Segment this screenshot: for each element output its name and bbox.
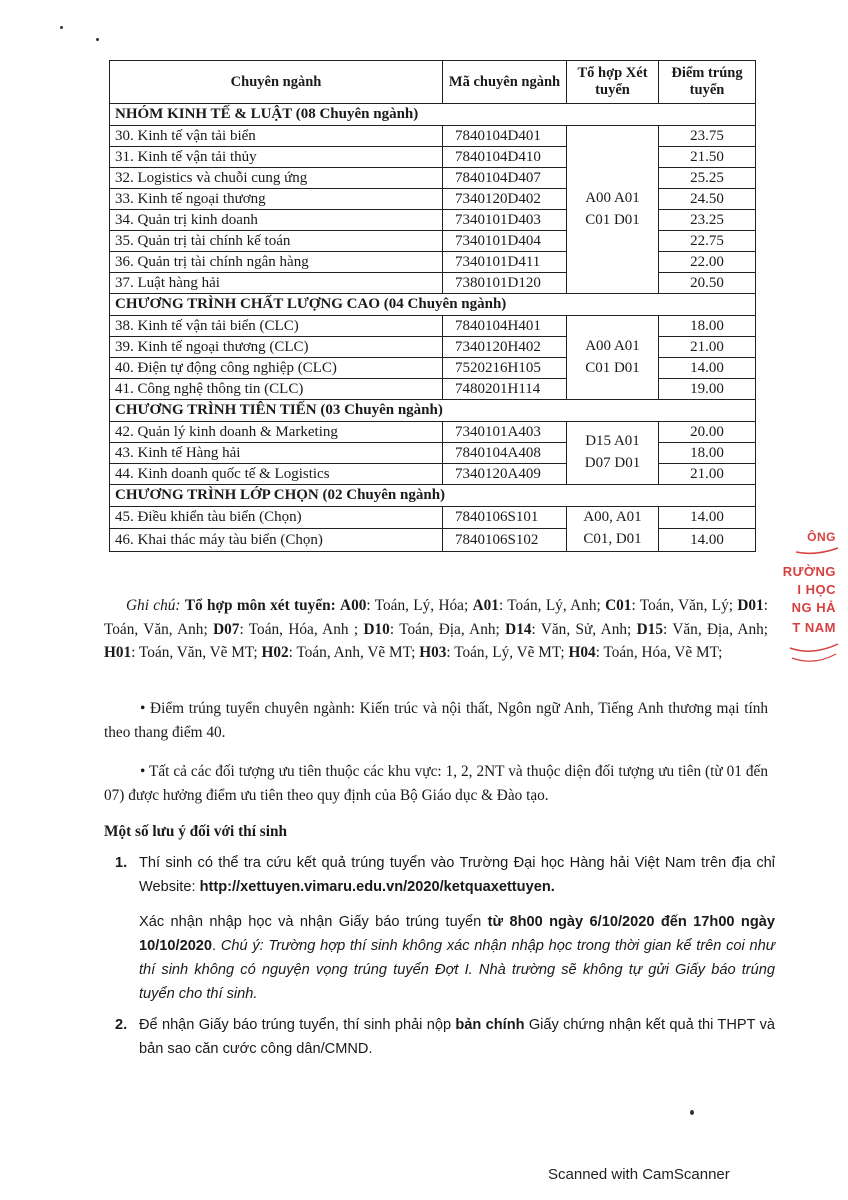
combo-code: D01 [737, 597, 764, 614]
cutoff-score: 14.00 [659, 358, 756, 379]
table-row [110, 337, 756, 358]
cutoff-score: 22.75 [659, 231, 756, 252]
bullet-score-scale: • Điểm trúng tuyển chuyên ngành: Kiến trúc và nội thất, Ngôn ngữ Anh, Tiếng Anh thương mại tính theo thang điểm 40. [104, 700, 768, 741]
cutoff-score: 18.00 [659, 316, 756, 337]
caution-text: Trường hợp thí sinh không xác nhận nhập học trong thời gian kể trên coi như thí sinh không có nguyện vọng trúng tuyển Đợt I. Nhà trường sẽ không tự gửi Giấy báo trúng tuyển cho thí sinh. [139, 938, 775, 1002]
combo-subjects: Toán, Lý, Hóa; [374, 597, 469, 614]
period: . [212, 938, 217, 954]
major-name: 36. Quản trị tài chính ngân hàng [110, 252, 443, 273]
section-title: NHÓM KINH TẾ & LUẬT (08 Chuyên ngành) [110, 104, 756, 126]
table-row [110, 422, 756, 443]
cutoff-score: 23.75 [659, 126, 756, 147]
combo-code: A00 [340, 597, 367, 614]
table-row [110, 379, 756, 400]
major-name: 39. Kinh tế ngoại thương (CLC) [110, 337, 443, 358]
admission-combo: D15 A01 D07 D01 [567, 422, 659, 485]
scan-speck [690, 1110, 694, 1115]
stamp-text: I HỌC [797, 582, 836, 597]
combo-code: D07 [213, 620, 240, 638]
combo-subjects: Toán, Địa, Anh; [399, 620, 500, 638]
combo-subjects: Toán, Hóa, Vẽ MT; [603, 644, 723, 661]
combo-subjects: Toán, Văn, Vẽ MT; [139, 644, 258, 661]
cutoff-score: 18.00 [659, 443, 756, 464]
table-row [110, 252, 756, 273]
cutoff-score: 22.00 [659, 252, 756, 273]
major-name: 40. Điện tự động công nghiệp (CLC) [110, 358, 443, 379]
major-name: 43. Kinh tế Hàng hải [110, 443, 443, 464]
header-code: Mã chuyên ngành [443, 61, 567, 104]
major-code: 7340101D411 [443, 252, 567, 273]
item-text-bold: bản chính [455, 1017, 525, 1033]
major-code: 7380101D120 [443, 273, 567, 294]
cutoff-score: 21.00 [659, 337, 756, 358]
major-code: 7340101A403 [443, 422, 567, 443]
major-code: 7840104D401 [443, 126, 567, 147]
major-name: 32. Logistics và chuỗi cung ứng [110, 168, 443, 189]
table-row [110, 316, 756, 337]
combo-code: H04 [568, 644, 596, 661]
confirmation-time: từ 8h00 ngày 6/10/2020 đến 17h00 ngày 10/10/2020 [139, 914, 775, 954]
list-item [115, 851, 775, 899]
caution-label: Chú ý: [220, 938, 264, 954]
header-major: Chuyên ngành [110, 61, 443, 104]
major-name: 35. Quản trị tài chính kế toán [110, 231, 443, 252]
note-combos: A00: Toán, Lý, Hóa; A01: Toán, Lý, Anh; C01: Toán, Văn, Lý; D01: Toán, Văn, Anh; D07: Toán, Hóa, Anh ; D10: Toán, Địa, Anh; D14: Văn, Sử, Anh; D15: Văn, Địa, Anh; H01: Toán, Văn, Vẽ MT; H02: Toán, Anh, Vẽ MT; H03: Toán, Lý, Vẽ MT; H04: Toán, Hóa, Vẽ MT; [104, 597, 769, 661]
cutoff-score: 14.00 [659, 529, 756, 551]
major-name: 37. Luật hàng hải [110, 273, 443, 294]
admission-combo: A00, A01 C01, D01 [567, 507, 659, 552]
item-text-pre: Để nhận Giấy báo trúng tuyển, thí sinh phải nộp [139, 1017, 452, 1033]
major-name: 42. Quản lý kinh doanh & Marketing [110, 422, 443, 443]
scan-speck [60, 26, 63, 29]
major-code: 7340120D402 [443, 189, 567, 210]
header-combo: Tổ hợp Xét tuyển [567, 61, 659, 104]
table-row [110, 147, 756, 168]
stamp-text: NG HẢ [791, 600, 836, 615]
combo-code: C01 [605, 597, 632, 614]
section-heading: Một số lưu ý đối với thí sinh [104, 823, 287, 840]
note-paragraph [104, 594, 768, 665]
combo-subjects: Toán, Văn, Anh; [104, 620, 208, 638]
combo-code: A01 [472, 597, 499, 614]
link-period: . [550, 879, 555, 895]
combo-subjects: Toán, Hóa, Anh ; [248, 620, 359, 638]
note-title: Tổ hợp môn xét tuyển: [184, 597, 336, 614]
major-code: 7840106S102 [443, 529, 567, 551]
cutoff-score: 21.50 [659, 147, 756, 168]
major-name: 41. Công nghệ thông tin (CLC) [110, 379, 443, 400]
table-row [110, 507, 756, 529]
confirmation-lead: Xác nhận nhập học và nhận Giấy báo trúng tuyển [139, 914, 482, 930]
table-header-row [110, 61, 756, 104]
combo-subjects: Văn, Địa, Anh; [672, 620, 769, 638]
major-code: 7840106S101 [443, 507, 567, 529]
table-section-row [110, 400, 756, 422]
stamp-text: T NAM [792, 620, 836, 635]
combo-code: D15 [636, 620, 663, 638]
major-name: 46. Khai thác máy tàu biển (Chọn) [110, 529, 443, 551]
table-row [110, 168, 756, 189]
note-label: Ghi chú: [126, 597, 181, 614]
cutoff-score: 19.00 [659, 379, 756, 400]
combo-subjects: Văn, Sử, Anh; [540, 620, 632, 638]
major-name: 33. Kinh tế ngoại thương [110, 189, 443, 210]
header-score: Điểm trúng tuyển [659, 61, 756, 104]
item-number: 2. [115, 1017, 128, 1033]
scan-speck [96, 38, 99, 41]
table-row [110, 126, 756, 147]
combo-code: D10 [363, 620, 390, 638]
cutoff-score: 20.00 [659, 422, 756, 443]
combo-subjects: Toán, Lý, Vẽ MT; [454, 644, 565, 661]
table-section-row [110, 294, 756, 316]
table-row [110, 464, 756, 485]
major-name: 44. Kinh doanh quốc tế & Logistics [110, 464, 443, 485]
table-row [110, 189, 756, 210]
table-row [110, 273, 756, 294]
combo-code: H02 [261, 644, 289, 661]
combo-subjects: Toán, Lý, Anh; [507, 597, 601, 614]
table-row [110, 358, 756, 379]
bullet-priority: • Tất cả các đối tượng ưu tiên thuộc các khu vực: 1, 2, 2NT và thuộc diện đối tượng ưu tiên (từ 01 đến 07) được hưởng điểm ưu tiên theo quy định của Bộ Giáo dục & Đào tạo. [104, 763, 768, 804]
combo-subjects: Toán, Văn, Lý; [639, 597, 733, 614]
table-row [110, 231, 756, 252]
combo-subjects: Toán, Anh, Vẽ MT; [296, 644, 416, 661]
major-code: 7520216H105 [443, 358, 567, 379]
table-section-row [110, 104, 756, 126]
major-code: 7480201H114 [443, 379, 567, 400]
stamp-text: RƯỜNG [782, 564, 836, 579]
major-name: 34. Quản trị kinh doanh [110, 210, 443, 231]
major-code: 7840104D410 [443, 147, 567, 168]
stamp-text: ÔNG [807, 530, 836, 544]
admission-scores-table [109, 60, 756, 552]
red-seal-stamp [782, 528, 842, 678]
section-title: CHƯƠNG TRÌNH CHẤT LƯỢNG CAO (04 Chuyên ngành) [110, 294, 756, 316]
major-name: 45. Điều khiển tàu biển (Chọn) [110, 507, 443, 529]
item-text: Thí sinh có thể tra cứu kết quả trúng tuyển vào Trường Đại học Hàng hải Việt Nam trên địa chỉ Website: [139, 855, 775, 895]
major-name: 38. Kinh tế vận tải biển (CLC) [110, 316, 443, 337]
combo-code: H01 [104, 644, 132, 661]
major-name: 30. Kinh tế vận tải biển [110, 126, 443, 147]
major-code: 7840104D407 [443, 168, 567, 189]
section-title: CHƯƠNG TRÌNH LỚP CHỌN (02 Chuyên ngành) [110, 485, 756, 507]
major-code: 7340120A409 [443, 464, 567, 485]
combo-code: D14 [505, 620, 532, 638]
cutoff-score: 20.50 [659, 273, 756, 294]
major-name: 31. Kinh tế vận tải thủy [110, 147, 443, 168]
major-code: 7340120H402 [443, 337, 567, 358]
major-code: 7840104A408 [443, 443, 567, 464]
section-title: CHƯƠNG TRÌNH TIÊN TIẾN (03 Chuyên ngành) [110, 400, 756, 422]
major-code: 7340101D404 [443, 231, 567, 252]
item-text-post: Giấy chứng nhận kết quả thi THPT và bản sao căn cước công dân/CMND. [139, 1017, 775, 1057]
item-number: 1. [115, 855, 128, 871]
scanner-watermark: Scanned with CamScanner [548, 1166, 730, 1183]
confirmation-paragraph [139, 910, 775, 1006]
admission-combo: A00 A01 C01 D01 [567, 316, 659, 400]
table-row [110, 210, 756, 231]
cutoff-score: 14.00 [659, 507, 756, 529]
major-code: 7340101D403 [443, 210, 567, 231]
cutoff-score: 21.00 [659, 464, 756, 485]
website-link[interactable]: http://xettuyen.vimaru.edu.vn/2020/ketquaxettuyen [199, 879, 551, 895]
table-section-row [110, 485, 756, 507]
major-code: 7840104H401 [443, 316, 567, 337]
list-item [115, 1013, 775, 1061]
cutoff-score: 25.25 [659, 168, 756, 189]
combo-code: H03 [419, 644, 447, 661]
cutoff-score: 24.50 [659, 189, 756, 210]
stamp-marks-icon [782, 528, 842, 678]
admission-combo: A00 A01 C01 D01 [567, 126, 659, 294]
cutoff-score: 23.25 [659, 210, 756, 231]
table-row [110, 529, 756, 551]
table-row [110, 443, 756, 464]
